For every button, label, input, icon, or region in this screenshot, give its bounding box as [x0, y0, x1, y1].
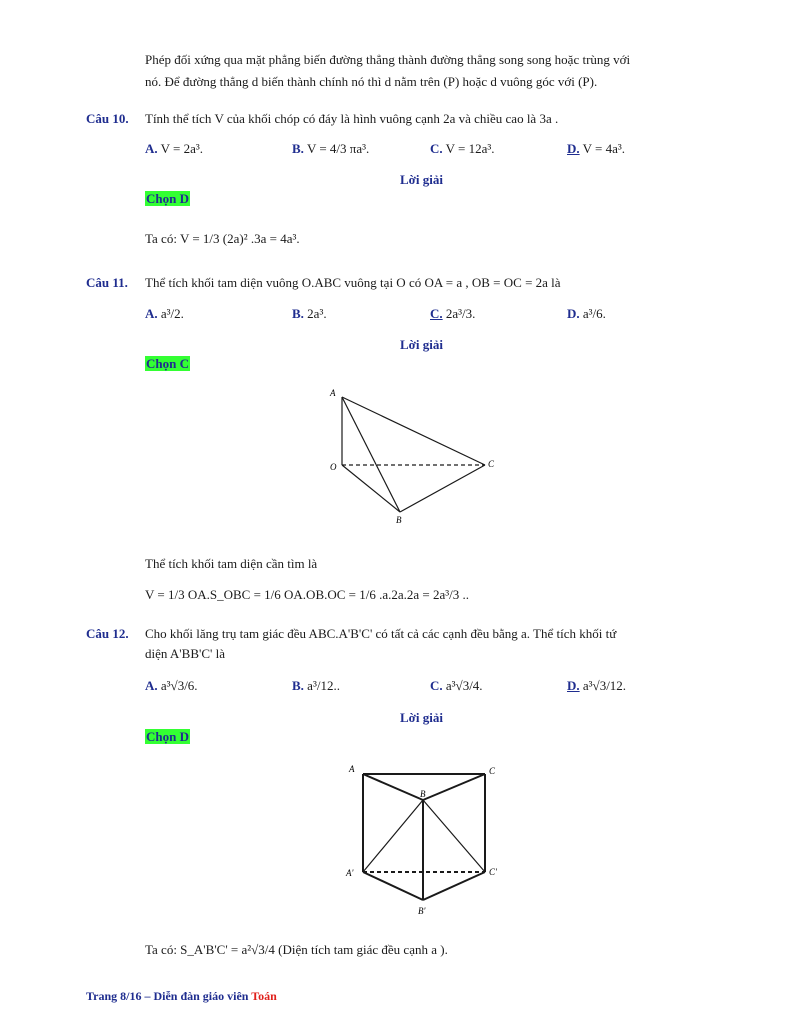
q10-text: Tính thể tích V của khối chóp có đáy là hình vuông cạnh 2a và chiều cao là 3a . [145, 111, 559, 126]
edge-bc [400, 465, 485, 512]
q10-chon: Chọn D [146, 191, 189, 206]
label-b: B [396, 515, 402, 525]
q11-option-d-text: a³/6. [582, 306, 606, 321]
q11-option-d [567, 306, 606, 322]
q12-option-b [292, 678, 340, 694]
q12-option-b-text: a³/12.. [307, 678, 340, 693]
q11-work-line-2: V = 1/3 OA.S_OBC = 1/6 OA.OB.OC = 1/6 .a.2a.2a = 2a³/3 .. [145, 587, 470, 602]
q10-option-a-text: V = 2a³. [160, 141, 204, 156]
footer-subject: Toán [251, 989, 277, 1003]
q12-option-d-letter: D. [567, 678, 580, 693]
q12-text-line-1: Cho khối lăng trụ tam giác đều ABC.A'B'C' có tất cả các cạnh đều bằng a. Thể tích khối tứ [145, 626, 617, 641]
q12-option-d [567, 678, 626, 694]
edge-c1b1 [423, 872, 485, 900]
q12-option-a-letter: A. [145, 678, 158, 693]
q11-option-a-letter: A. [145, 306, 158, 321]
edge-ac [342, 397, 485, 465]
q11-option-d-letter: D. [567, 306, 580, 321]
label-a: A [349, 764, 355, 774]
edge-ob [342, 465, 400, 512]
label-a-prime: A' [346, 868, 354, 878]
label-c-prime: C' [489, 867, 497, 877]
q10-label: Câu 10. [86, 111, 129, 126]
q10-option-d-letter: D. [567, 141, 580, 156]
q12-chon: Chọn D [146, 729, 189, 744]
footer-page-info: Trang 8/16 – Diễn đàn giáo viên [86, 989, 252, 1003]
edge-b-c1 [423, 800, 485, 872]
q12-option-d-text: a³√3/12. [582, 678, 627, 693]
q11-option-a [145, 306, 184, 322]
label-c: C [489, 766, 496, 776]
q12-work: Ta có: S_A'B'C' = a²√3/4 (Diện tích tam giác đều cạnh a ). [145, 942, 448, 957]
intro-line-2: nó. Để đường thẳng d biến thành chính nó thì d nằm trên (P) hoặc d vuông góc với (P). [145, 74, 598, 89]
q11-option-c-text: 2a³/3. [445, 306, 476, 321]
q11-option-a-text: a³/2. [160, 306, 184, 321]
q10-option-b-text: V = 4/3 πa³. [306, 141, 370, 156]
q10-option-c-letter: C. [430, 141, 443, 156]
q11-option-b [292, 306, 327, 322]
q11-option-c-letter: C. [430, 306, 443, 321]
intro-line-1: Phép đối xứng qua mặt phẳng biến đường thẳng thành đường thẳng song song hoặc trùng với [145, 52, 631, 67]
q11-option-b-letter: B. [292, 306, 304, 321]
label-c: C [488, 459, 495, 469]
q11-tetrahedron-figure [320, 385, 500, 525]
q10-option-a-letter: A. [145, 141, 158, 156]
label-a: A [330, 388, 336, 398]
q12-option-c [430, 678, 483, 694]
edge-ab [342, 397, 400, 512]
edge-b-a1 [363, 800, 423, 872]
q12-option-a-text: a³√3/6. [160, 678, 198, 693]
q11-option-b-text: 2a³. [307, 306, 327, 321]
label-o: O [330, 462, 337, 472]
q12-option-b-letter: B. [292, 678, 304, 693]
q10-option-b [292, 141, 369, 157]
q10-option-c [430, 141, 495, 157]
edge-a1b1 [363, 872, 423, 900]
q10-option-b-letter: B. [292, 141, 304, 156]
q11-option-c [430, 306, 475, 322]
q12-label: Câu 12. [86, 626, 129, 641]
label-b: B [420, 789, 426, 799]
edge-ab [363, 774, 423, 800]
q12-option-a [145, 678, 198, 694]
q11-chon: Chọn C [146, 356, 189, 371]
q12-option-c-text: a³√3/4. [445, 678, 483, 693]
edge-cb [423, 774, 485, 800]
q12-text-line-2: diện A'BB'C' là [145, 646, 225, 661]
q10-work: Ta có: V = 1/3 (2a)² .3a = 4a³. [145, 231, 300, 246]
q10-option-a [145, 141, 203, 157]
q12-option-c-letter: C. [430, 678, 443, 693]
page-footer [86, 988, 277, 1004]
q11-label: Câu 11. [86, 275, 128, 290]
q10-solution-title: Lời giải [400, 172, 443, 187]
label-b-prime: B' [418, 906, 426, 916]
q11-text: Thể tích khối tam diện vuông O.ABC vuông tại O có OA = a , OB = OC = 2a là [145, 275, 561, 290]
q10-option-c-text: V = 12a³. [445, 141, 495, 156]
q10-option-d-text: V = 4a³. [582, 141, 626, 156]
q11-work-line-1: Thể tích khối tam diện cần tìm là [145, 556, 318, 571]
q10-option-d [567, 141, 625, 157]
q11-solution-title: Lời giải [400, 337, 443, 352]
q12-prism-figure [340, 760, 510, 920]
q12-solution-title: Lời giải [400, 710, 443, 725]
